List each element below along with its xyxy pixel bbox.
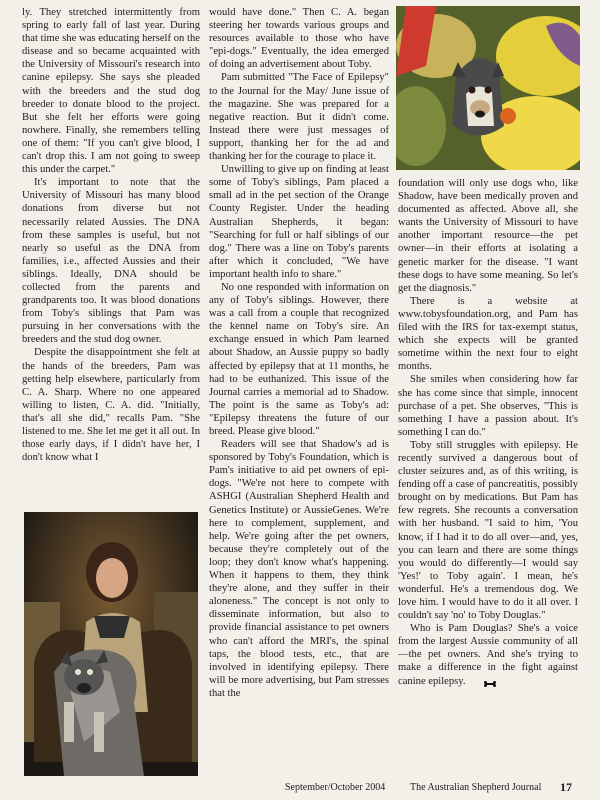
journal-name: The Australian Shepherd Journal [410,782,542,793]
dog-with-toys-photo [396,6,580,170]
paragraph: Readers will see that Shadow's ad is sponsored by Toby's Foundation, which is Pam's initiative to aid pet owners of epi-dogs. "We're not here to compete with ASHGI (Australian Shepherd Health and Genetics Institute) or AussieGenes. We're here to complement, supplement, and help. We're going after the pet owners, because they're completely out of the loop; they don't know what's happening. When it happens to them, they think they're alone, and they suffer in their aloneness." The concept is not only to disseminate information, but also to provide financial assistance to pet owners who can't afford the MRI's, the spinal taps, the blood tests, etc., that are involved in identifying epilepsy. There will be more advertising, but Pam stresses that the [209,439,389,699]
bone-icon [472,678,484,684]
article-column-3 [398,177,578,688]
article-column-1 [22,6,200,464]
paragraph: foundation will only use dogs who, like Shadow, have been medically proven and documented as affected. Above all, she wants the University of Missouri to have another important resource—the pet owner—in their efforts at isolating a genetic marker for the disease. "I want these dogs to have some meaning. So let's get the diagnosis." [398,178,578,294]
paragraph: ly. They stretched intermittently from spring to early fall of last year. During that time she was educating herself on the disease and so became acquainted with the University of Missouri's research into canine epilepsy. She says she pleaded with the breeders and the stud dog breeder to donate blood to the project. But she felt her efforts were going nowhere. Finally, she remembers telling one of them: "If you can't give blood, I can't drop this. I am not going to sweep this under the carpet." [22,7,200,176]
article-column-2 [209,6,389,700]
paragraph: There is a website at www.tobysfoundation.org, and Pam has filed with the IRS for tax-exempt status, which she expects will be granted sometime within the next four to eight months. [398,295,578,373]
paragraph: She smiles when considering how far she has come since that simple, innocent purchase of a pet. She observes, "This is something I have a passion about. It's something I can do." [398,374,578,438]
paragraph: Unwilling to give up on finding at least some of Toby's siblings, Pam placed a small ad in the pet section of the Orange County Register. Under the heading Australian Shepherds, it began: "Searching for full or half siblings of our dog." There was a line on Toby's parents after which it concluded, "We have important health info to share." [209,164,389,280]
paragraph: Toby still struggles with epilepsy. He recently survived a dangerous bout of cluster seizures and, as of this writing, is fending off a case of pancreatitis, possibly brought on by medications. But Pam has few regrets. She recounts a conversation with her husband. "I said to him, 'You know, if I had it to do all over—and, yes, you can learn and there are some things you would do differently—I would say 'Yes!' to Toby again'. I mean, he's wonderful. He's a tremendous dog. We love him. I would have to do it all over. I couldn't say 'no' to Toby Douglas." [398,439,578,622]
paragraph: would have done." Then C. A. began steering her towards various groups and resources available to those who have "epi-dogs." Eventually, the idea emerged of doing an advertisement about Toby. [209,7,389,71]
paragraph: Pam submitted "The Face of Epilepsy" to the Journal for the May/ June issue of the magazine. She was prepared for a negative reaction. But it didn't come. Instead there were just messages of support, thanking her for the ad and thanking her for the courage to place it. [209,72,389,163]
paragraph: It's important to note that the University of Missouri has many blood donations from diverse but not necessarily related Aussies. The DNA from these samples is useful, but not nearly so useful as the DNA from families, i.e., affected Aussies and their siblings. Ideally, DNA should be collected from the parents and grandparents too. It was blood donations from Toby's siblings that Pam was pursuing in her conversations with the breeders and the stud dog owner. [22,177,200,346]
page-number: 17 [560,780,572,794]
woman-with-dog-photo [24,512,198,776]
page-footer [0,780,600,798]
paragraph: Despite the disappointment she felt at the hands of the breeders, Pam was getting help elsewhere, particularly from C. A. Sharp. Where no one appeared willing to listen, C. A. did. "Initially, that's all she did," recalls Pam. "She listened to me. She let me get it all out. In those early days, if I didn't have her, I don't know what I [22,347,200,464]
closing-paragraph-text: Who is Pam Douglas? She's a voice from the largest Aussie community of all—the pet owners. And she's trying to make a difference in the fight against canine epilepsy. [398,623,578,687]
paragraph: No one responded with information on any of Toby's siblings. However, there was a call from a couple that recognized the kennel name on Toby's sire. An exchange ensued in which Pam learned about Shadow, an Aussie puppy so badly affected by epilepsy that at 11 months, he had to be euthanized. This issue of the Journal carries a memorial ad to Shadow. The point is the same as Toby's ad: "Epilepsy threatens the future of our breed. Please give blood." [209,281,389,437]
paragraph [398,622,578,687]
issue-date: September/October 2004 [285,782,386,793]
